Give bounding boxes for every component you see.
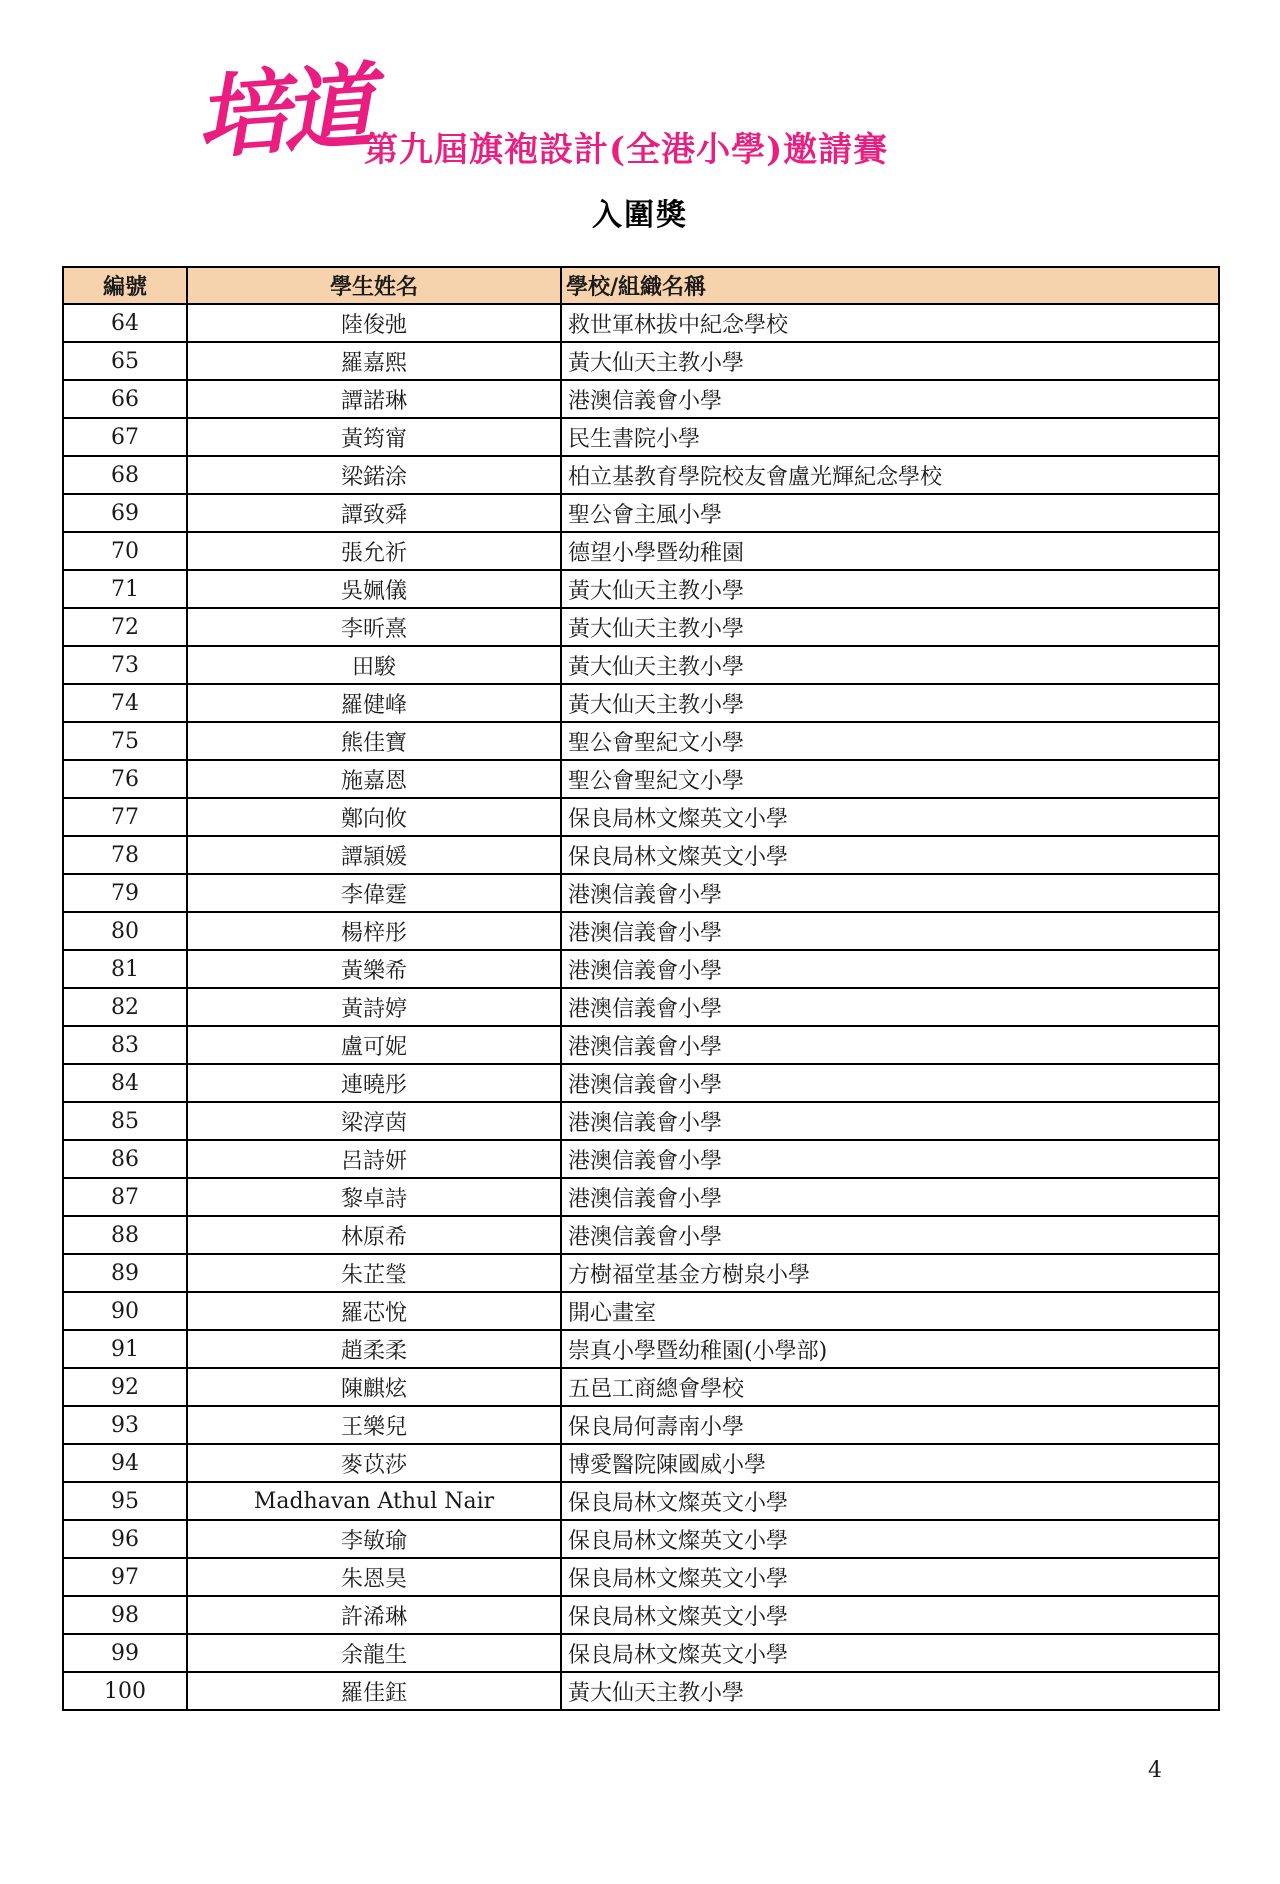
student-name-cell: 譚頴媛 bbox=[187, 836, 561, 874]
student-name-cell: 吳姵儀 bbox=[187, 570, 561, 608]
row-number-cell: 92 bbox=[63, 1368, 187, 1406]
row-number-cell: 91 bbox=[63, 1330, 187, 1368]
student-name-cell: 林原希 bbox=[187, 1216, 561, 1254]
table-row bbox=[63, 646, 1219, 684]
row-number-cell: 73 bbox=[63, 646, 187, 684]
table-row bbox=[63, 1596, 1219, 1634]
row-number-cell: 81 bbox=[63, 950, 187, 988]
student-name-cell: 羅嘉熙 bbox=[187, 342, 561, 380]
student-name-cell: 張允祈 bbox=[187, 532, 561, 570]
student-name-cell: 黎卓詩 bbox=[187, 1178, 561, 1216]
row-number-cell: 97 bbox=[63, 1558, 187, 1596]
table-row bbox=[63, 1634, 1219, 1672]
table-row bbox=[63, 1140, 1219, 1178]
section-title: 入圍獎 bbox=[592, 198, 688, 233]
row-number-cell: 89 bbox=[63, 1254, 187, 1292]
row-number-cell: 82 bbox=[63, 988, 187, 1026]
row-number-cell: 99 bbox=[63, 1634, 187, 1672]
row-number-cell: 90 bbox=[63, 1292, 187, 1330]
student-name-cell: 李敏瑜 bbox=[187, 1520, 561, 1558]
table-row bbox=[63, 1558, 1219, 1596]
results-table-header bbox=[63, 267, 1219, 304]
school-name-cell: 黃大仙天主教小學 bbox=[561, 646, 1219, 684]
school-name-cell: 港澳信義會小學 bbox=[561, 1216, 1219, 1254]
student-name-cell: 羅芯悅 bbox=[187, 1292, 561, 1330]
student-name-cell: 朱芷瑩 bbox=[187, 1254, 561, 1292]
row-number-cell: 64 bbox=[63, 304, 187, 342]
row-number-cell: 87 bbox=[63, 1178, 187, 1216]
row-number-cell: 84 bbox=[63, 1064, 187, 1102]
row-number-cell: 76 bbox=[63, 760, 187, 798]
table-row bbox=[63, 1178, 1219, 1216]
student-name-cell: 梁鍩涂 bbox=[187, 456, 561, 494]
table-row bbox=[63, 722, 1219, 760]
school-name-cell: 聖公會主風小學 bbox=[561, 494, 1219, 532]
student-name-cell: 李偉霆 bbox=[187, 874, 561, 912]
table-row bbox=[63, 912, 1219, 950]
school-name-cell: 救世軍林拔中紀念學校 bbox=[561, 304, 1219, 342]
school-name-cell: 保良局林文燦英文小學 bbox=[561, 1520, 1219, 1558]
table-row bbox=[63, 494, 1219, 532]
student-name-cell: 李昕熹 bbox=[187, 608, 561, 646]
table-row bbox=[63, 1292, 1219, 1330]
student-name-cell: Madhavan Athul Nair bbox=[187, 1482, 561, 1520]
table-row bbox=[63, 798, 1219, 836]
row-number-cell: 86 bbox=[63, 1140, 187, 1178]
table-row bbox=[63, 874, 1219, 912]
row-number-cell: 71 bbox=[63, 570, 187, 608]
student-name-cell: 麥苡莎 bbox=[187, 1444, 561, 1482]
results-table bbox=[62, 266, 1220, 1711]
table-row bbox=[63, 988, 1219, 1026]
table-row bbox=[63, 950, 1219, 988]
school-name-cell: 德望小學暨幼稚園 bbox=[561, 532, 1219, 570]
school-name-cell: 黃大仙天主教小學 bbox=[561, 608, 1219, 646]
student-name-cell: 黃詩婷 bbox=[187, 988, 561, 1026]
school-name-cell: 港澳信義會小學 bbox=[561, 1064, 1219, 1102]
student-name-cell: 陸俊弛 bbox=[187, 304, 561, 342]
school-name-cell: 保良局林文燦英文小學 bbox=[561, 1596, 1219, 1634]
student-name-cell: 譚諾琳 bbox=[187, 380, 561, 418]
brand-logo: 培道 bbox=[192, 52, 372, 172]
table-row bbox=[63, 684, 1219, 722]
column-header-student-name: 學生姓名 bbox=[187, 267, 561, 304]
table-row bbox=[63, 1064, 1219, 1102]
student-name-cell: 朱恩昊 bbox=[187, 1558, 561, 1596]
row-number-cell: 66 bbox=[63, 380, 187, 418]
student-name-cell: 楊梓彤 bbox=[187, 912, 561, 950]
table-row bbox=[63, 1026, 1219, 1064]
school-name-cell: 保良局林文燦英文小學 bbox=[561, 836, 1219, 874]
column-header-school-name: 學校/組織名稱 bbox=[561, 267, 1219, 304]
table-row bbox=[63, 1672, 1219, 1710]
table-row bbox=[63, 1330, 1219, 1368]
student-name-cell: 譚致舜 bbox=[187, 494, 561, 532]
table-row bbox=[63, 570, 1219, 608]
school-name-cell: 聖公會聖紀文小學 bbox=[561, 722, 1219, 760]
student-name-cell: 羅健峰 bbox=[187, 684, 561, 722]
column-header-number: 編號 bbox=[63, 267, 187, 304]
table-row bbox=[63, 1368, 1219, 1406]
table-row bbox=[63, 1254, 1219, 1292]
student-name-cell: 田駿 bbox=[187, 646, 561, 684]
school-name-cell: 方樹福堂基金方樹泉小學 bbox=[561, 1254, 1219, 1292]
table-row bbox=[63, 1444, 1219, 1482]
school-name-cell: 黃大仙天主教小學 bbox=[561, 570, 1219, 608]
row-number-cell: 80 bbox=[63, 912, 187, 950]
school-name-cell: 港澳信義會小學 bbox=[561, 950, 1219, 988]
school-name-cell: 保良局何壽南小學 bbox=[561, 1406, 1219, 1444]
row-number-cell: 79 bbox=[63, 874, 187, 912]
table-row bbox=[63, 532, 1219, 570]
page-number: 4 bbox=[1148, 1758, 1162, 1783]
row-number-cell: 72 bbox=[63, 608, 187, 646]
student-name-cell: 鄭向攸 bbox=[187, 798, 561, 836]
school-name-cell: 崇真小學暨幼稚園(小學部) bbox=[561, 1330, 1219, 1368]
table-row bbox=[63, 380, 1219, 418]
row-number-cell: 98 bbox=[63, 1596, 187, 1634]
student-name-cell: 呂詩妍 bbox=[187, 1140, 561, 1178]
school-name-cell: 黃大仙天主教小學 bbox=[561, 342, 1219, 380]
student-name-cell: 許浠琳 bbox=[187, 1596, 561, 1634]
student-name-cell: 黃樂希 bbox=[187, 950, 561, 988]
results-table-body bbox=[63, 304, 1219, 1710]
student-name-cell: 陳麒炫 bbox=[187, 1368, 561, 1406]
student-name-cell: 盧可妮 bbox=[187, 1026, 561, 1064]
row-number-cell: 85 bbox=[63, 1102, 187, 1140]
student-name-cell: 余龍生 bbox=[187, 1634, 561, 1672]
table-row bbox=[63, 608, 1219, 646]
row-number-cell: 77 bbox=[63, 798, 187, 836]
school-name-cell: 開心畫室 bbox=[561, 1292, 1219, 1330]
school-name-cell: 保良局林文燦英文小學 bbox=[561, 798, 1219, 836]
school-name-cell: 聖公會聖紀文小學 bbox=[561, 760, 1219, 798]
row-number-cell: 67 bbox=[63, 418, 187, 456]
table-row bbox=[63, 836, 1219, 874]
school-name-cell: 五邑工商總會學校 bbox=[561, 1368, 1219, 1406]
table-row bbox=[63, 760, 1219, 798]
school-name-cell: 保良局林文燦英文小學 bbox=[561, 1634, 1219, 1672]
table-row bbox=[63, 1406, 1219, 1444]
school-name-cell: 黃大仙天主教小學 bbox=[561, 684, 1219, 722]
row-number-cell: 68 bbox=[63, 456, 187, 494]
row-number-cell: 88 bbox=[63, 1216, 187, 1254]
table-row bbox=[63, 456, 1219, 494]
table-row bbox=[63, 418, 1219, 456]
school-name-cell: 黃大仙天主教小學 bbox=[561, 1672, 1219, 1710]
row-number-cell: 96 bbox=[63, 1520, 187, 1558]
school-name-cell: 保良局林文燦英文小學 bbox=[561, 1482, 1219, 1520]
row-number-cell: 78 bbox=[63, 836, 187, 874]
row-number-cell: 69 bbox=[63, 494, 187, 532]
school-name-cell: 博愛醫院陳國威小學 bbox=[561, 1444, 1219, 1482]
student-name-cell: 羅佳鈺 bbox=[187, 1672, 561, 1710]
school-name-cell: 港澳信義會小學 bbox=[561, 874, 1219, 912]
school-name-cell: 保良局林文燦英文小學 bbox=[561, 1558, 1219, 1596]
row-number-cell: 100 bbox=[63, 1672, 187, 1710]
document-title: 第九屆旗袍設計(全港小學)邀請賽 bbox=[364, 130, 889, 170]
school-name-cell: 港澳信義會小學 bbox=[561, 1102, 1219, 1140]
table-row bbox=[63, 1520, 1219, 1558]
student-name-cell: 王樂兒 bbox=[187, 1406, 561, 1444]
row-number-cell: 74 bbox=[63, 684, 187, 722]
row-number-cell: 94 bbox=[63, 1444, 187, 1482]
row-number-cell: 83 bbox=[63, 1026, 187, 1064]
table-row bbox=[63, 1216, 1219, 1254]
row-number-cell: 95 bbox=[63, 1482, 187, 1520]
school-name-cell: 港澳信義會小學 bbox=[561, 380, 1219, 418]
table-row bbox=[63, 342, 1219, 380]
student-name-cell: 黃筠甯 bbox=[187, 418, 561, 456]
school-name-cell: 港澳信義會小學 bbox=[561, 1178, 1219, 1216]
school-name-cell: 柏立基教育學院校友會盧光輝紀念學校 bbox=[561, 456, 1219, 494]
student-name-cell: 連曉彤 bbox=[187, 1064, 561, 1102]
school-name-cell: 民生書院小學 bbox=[561, 418, 1219, 456]
school-name-cell: 港澳信義會小學 bbox=[561, 1026, 1219, 1064]
student-name-cell: 熊佳寶 bbox=[187, 722, 561, 760]
school-name-cell: 港澳信義會小學 bbox=[561, 1140, 1219, 1178]
row-number-cell: 75 bbox=[63, 722, 187, 760]
table-row bbox=[63, 1102, 1219, 1140]
school-name-cell: 港澳信義會小學 bbox=[561, 912, 1219, 950]
table-row bbox=[63, 1482, 1219, 1520]
table-row bbox=[63, 304, 1219, 342]
row-number-cell: 65 bbox=[63, 342, 187, 380]
header-row bbox=[63, 267, 1219, 304]
row-number-cell: 93 bbox=[63, 1406, 187, 1444]
school-name-cell: 港澳信義會小學 bbox=[561, 988, 1219, 1026]
row-number-cell: 70 bbox=[63, 532, 187, 570]
student-name-cell: 梁淳茵 bbox=[187, 1102, 561, 1140]
student-name-cell: 趙柔柔 bbox=[187, 1330, 561, 1368]
student-name-cell: 施嘉恩 bbox=[187, 760, 561, 798]
